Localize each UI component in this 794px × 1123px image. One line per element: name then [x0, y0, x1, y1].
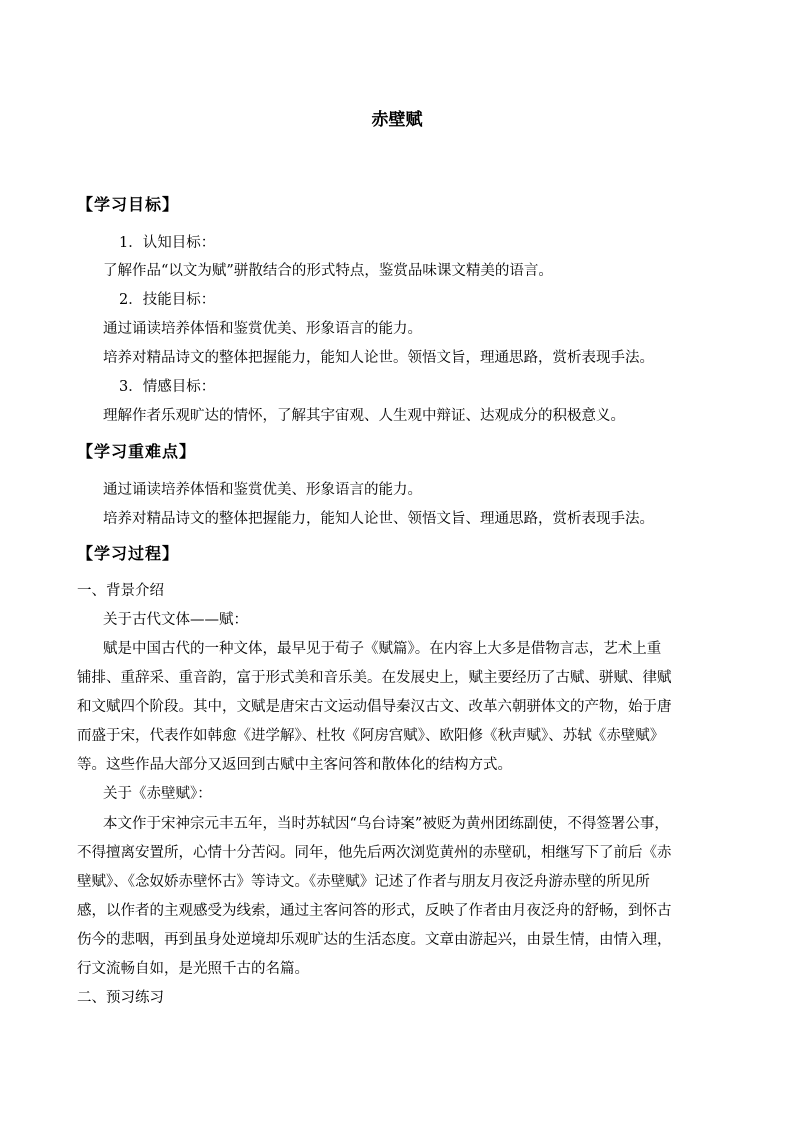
key-point-line: 通过诵读培养体悟和鉴赏优美、形象语言的能力。 — [103, 482, 422, 498]
paragraph-line: 不得擅离安置所，心情十分苦闷。同年，他先后两次浏览黄州的赤壁矶，相继写下了前后《赤 — [77, 845, 672, 861]
objective-line: 理解作者乐观旷达的情怀，了解其宇宙观、人生观中辩证、达观成分的积极意义。 — [103, 408, 625, 424]
objectives-heading: 【学习目标】 — [77, 195, 180, 214]
key-point-line: 培养对精品诗文的整体把握能力，能知人论世、领悟文旨、理通思路，赏析表现手法。 — [103, 511, 654, 527]
objective-line: 3．情感目标： — [119, 379, 216, 395]
paragraph-line: 铺排、重辞采、重音韵，富于形式美和音乐美。在发展史上，赋主要经历了古赋、骈赋、律赋 — [77, 670, 672, 686]
paragraph-line: 关于《赤壁赋》： — [103, 786, 212, 802]
objective-line: 了解作品“以文为赋”骈散结合的形式特点，鉴赏品味课文精美的语言。 — [103, 263, 553, 279]
paragraph-line: 而盛于宋，代表作如韩愈《进学解》、杜牧《阿房宫赋》、欧阳修《秋声赋》、苏轼《赤壁赋》 — [77, 728, 665, 744]
paragraph-line: 赋是中国古代的一种文体，最早见于荀子《赋篇》。在内容上大多是借物言志，艺术上重 — [103, 641, 662, 657]
objective-line: 培养对精品诗文的整体把握能力，能知人论世。领悟文旨，理通思路，赏析表现手法。 — [103, 350, 654, 366]
paragraph-line: 感，以作者的主观感受为线索，通过主客问答的形式，反映了作者由月夜泛舟的舒畅，到怀古 — [77, 903, 672, 919]
paragraph-line: 本文作于宋神宗元丰五年，当时苏轼因“乌台诗案”被贬为黄州团练副使，不得签署公事， — [103, 816, 669, 832]
objective-line: 通过诵读培养体悟和鉴赏优美、形象语言的能力。 — [103, 321, 422, 337]
objective-line: 2．技能目标： — [119, 292, 216, 308]
key-points-heading: 【学习重难点】 — [77, 442, 197, 461]
paragraph-line: 关于古代文体——赋： — [103, 612, 248, 628]
objective-line: 1．认知目标： — [119, 235, 216, 251]
paragraph-line: 壁赋》、《念奴娇赤壁怀古》等诗文。《赤壁赋》记述了作者与朋友月夜泛舟游赤壁的所见所 — [77, 874, 650, 890]
document-title: 赤壁赋 — [371, 110, 423, 130]
process-heading: 【学习过程】 — [77, 544, 180, 563]
section-title-preview: 二、预习练习 — [77, 990, 164, 1006]
paragraph-line: 伤今的悲咽，再到虽身处逆境却乐观旷达的生活态度。文章由游起兴，由景生情，由情入理， — [77, 932, 672, 948]
paragraph-line: 等。这些作品大部分又返回到古赋中主客问答和散体化的结构方式。 — [77, 757, 512, 773]
paragraph-line: 和文赋四个阶段。其中，文赋是唐宋古文运动倡导秦汉古文、改革六朝骈体文的产物，始于唐 — [77, 699, 672, 715]
paragraph-line: 行文流畅自如，是光照千古的名篇。 — [77, 961, 309, 977]
section-title-background: 一、背景介绍 — [77, 583, 164, 599]
